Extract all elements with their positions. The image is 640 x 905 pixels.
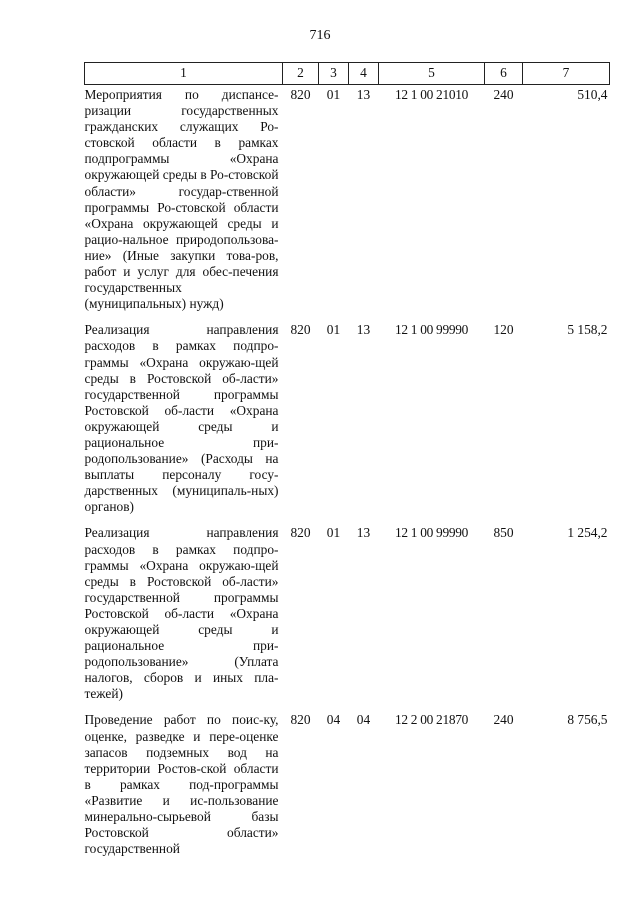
- row-sum: 510,4: [577, 87, 608, 102]
- row-rz: 04: [326, 712, 341, 728]
- row-rz: 01: [326, 525, 341, 541]
- row-pr: 13: [356, 525, 371, 541]
- row-csr: 12 2 00 21870: [394, 712, 469, 728]
- table-header-row: [85, 63, 610, 85]
- column-header-vr: 6: [485, 63, 523, 85]
- column-header-rz: 3: [319, 63, 349, 85]
- row-name: Реализация направления расходов в рамках подпро-граммы «Охрана окружаю-щей среды в Ростовской об-ласти» государственной программы Ростовской об-ласти «Охрана окружающей среды и рациональное при-родопользование» (Расходы на выплаты персоналу госу-дарственных (муниципаль-ных) органов): [84, 322, 279, 515]
- column-header-ved: 2: [283, 63, 319, 85]
- row-csr: 12 1 00 21010: [394, 87, 469, 102]
- row-name: Реализация направления расходов в рамках подпро-граммы «Охрана окружаю-щей среды в Ростовской об-ласти» государственной программы Ростовской об-ласти «Охрана окружающей среды и рациональное при-родопользование» (Уплата налогов, сборов и иных пла-тежей): [84, 525, 279, 702]
- row-name: Проведение работ по поис-ку, оценке, разведке и пере-оценке запасов подземных вод на территории Ростов-ской области в рамках под-программы «Развитие и ис-пользование минерально-сырьевой базы Ростовской области» государственной: [84, 712, 279, 857]
- row-vr: 240: [493, 87, 514, 102]
- row-rz: 01: [326, 322, 341, 338]
- row-sum: 1 254,2: [567, 525, 608, 541]
- table-row: [85, 320, 610, 523]
- row-vr: 850: [493, 525, 514, 541]
- row-name: Мероприятия по диспансе-ризации государственных гражданских служащих Ро-стовской области в рамках подпрограммы «Охрана окружающей среды в Ро-стовской области» государ-ственной программы Ро-стовской области «Охрана окружающей среды и рацио-нальное природопользова-ние» (Иные закупки това-ров, работ и услуг для обес-печения государственных (муниципальных) нужд): [84, 87, 279, 312]
- table-row: [85, 710, 610, 865]
- row-ved: 820: [290, 87, 311, 102]
- row-sum: 8 756,5: [567, 712, 608, 728]
- page-number: 716: [309, 28, 331, 43]
- row-sum: 5 158,2: [567, 322, 608, 338]
- row-vr: 240: [493, 712, 514, 728]
- row-ved: 820: [290, 322, 311, 338]
- row-csr: 12 1 00 99990: [394, 525, 469, 541]
- row-csr: 12 1 00 99990: [394, 322, 469, 338]
- table-row: [85, 523, 610, 710]
- column-header-name: 1: [85, 63, 283, 85]
- row-ved: 820: [290, 525, 311, 541]
- row-vr: 120: [493, 322, 514, 338]
- column-header-csr: 5: [379, 63, 485, 85]
- column-header-sum: 7: [523, 63, 610, 85]
- row-pr: 13: [356, 322, 371, 338]
- row-pr: 04: [356, 712, 371, 728]
- column-header-pr: 4: [349, 63, 379, 85]
- row-pr: 13: [356, 87, 371, 102]
- row-ved: 820: [290, 712, 311, 728]
- budget-table: [84, 62, 610, 865]
- table-row: [85, 85, 610, 321]
- row-rz: 01: [326, 87, 341, 102]
